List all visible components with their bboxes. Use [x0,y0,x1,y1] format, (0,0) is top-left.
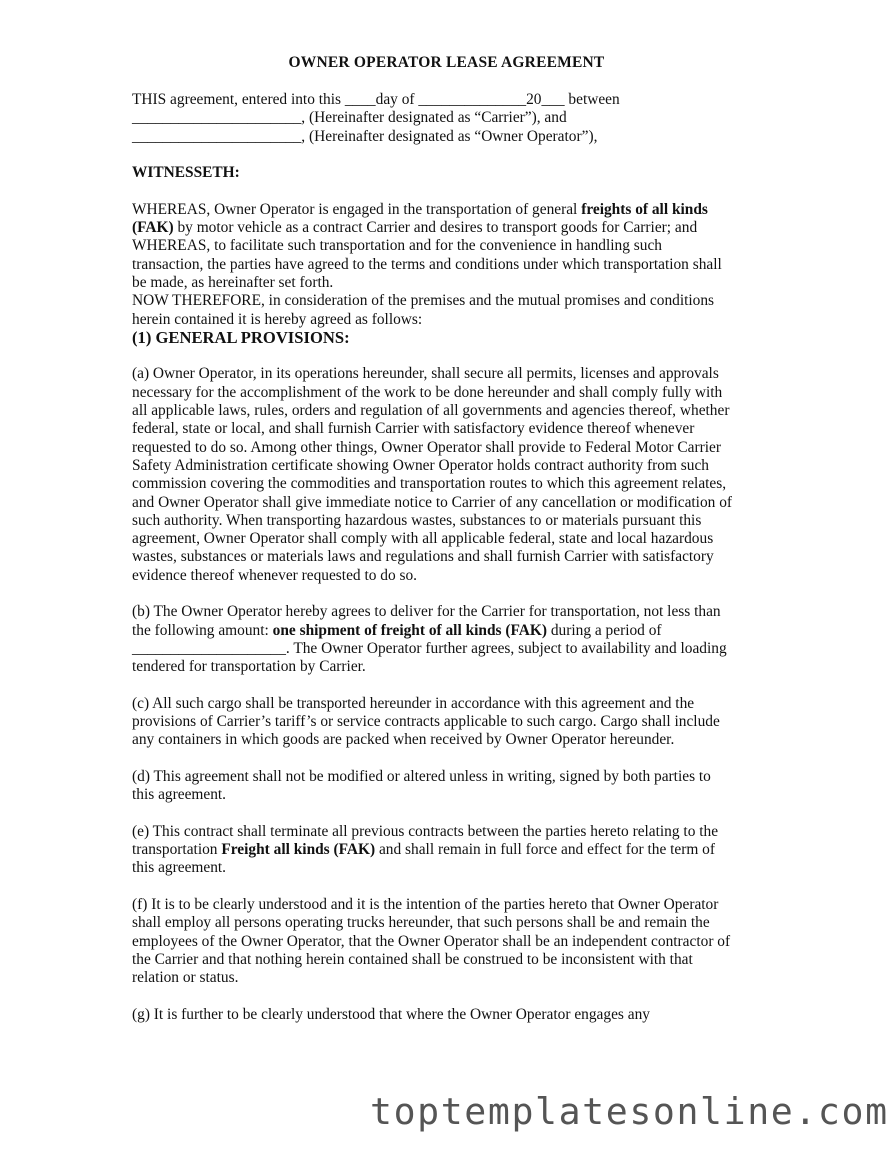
paragraph-line: and Owner Operator shall give immediate notice to Carrier of any cancellation or modification of [132,493,733,511]
paragraph-line: any containers in which goods are packed when received by Owner Operator hereunder. [132,731,675,749]
paragraph-line: Safety Administration certificate showing Owner Operator holds contract authority from such [132,456,709,474]
paragraph-line: the Carrier and that nothing herein contained shall be construed to be inconsistent with that [132,950,693,968]
paragraph-e [132,823,772,878]
now-therefore-line-2: herein contained it is hereby agreed as follows: [132,310,423,328]
intro-line-2: ______________________, (Hereinafter designated as “Carrier”), and [132,109,567,127]
paragraph-line: (a) Owner Operator, in its operations hereunder, shall secure all permits, licenses and approvals [132,365,719,383]
paragraph-line: (d) This agreement shall not be modified or altered unless in writing, signed by both parties to [132,767,711,785]
whereas-line-1: WHEREAS, Owner Operator is engaged in the transportation of general freights of all kinds [132,200,708,218]
paragraph-line: evidence thereof whenever requested to do so. [132,566,418,584]
paragraph-b [132,603,772,676]
paragraph-line: federal, state or local, and shall furnish Carrier with satisfactory evidence thereof whenever [132,420,695,438]
paragraph-line: provisions of Carrier’s tariff’s or service contracts applicable to such cargo. Cargo shall include [132,713,720,731]
intro-line-3: ______________________, (Hereinafter designated as “Owner Operator”), [132,127,598,145]
document-title: OWNER OPERATOR LEASE AGREEMENT [288,54,605,71]
paragraph-line: shall employ all persons operating trucks hereunder, that such persons shall be and remain the [132,914,710,932]
paragraph-line: this agreement. [132,859,227,877]
paragraph-line: ____________________. The Owner Operator further agrees, subject to availability and loading [132,639,727,657]
paragraph-line: employees of the Owner Operator, that the Owner Operator shall be an independent contractor of [132,932,731,950]
watermark: toptemplatesonline.com [370,1090,889,1133]
paragraph-line: requested to do so. Among other things, Owner Operator shall provide to Federal Motor Carrier [132,438,721,456]
whereas-line-4: transaction, the parties have agreed to the terms and conditions under which transportation shall [132,255,722,273]
paragraph-f [132,896,772,987]
whereas-line-5: be made, as hereinafter set forth. [132,273,334,291]
paragraph-a [132,365,772,585]
paragraph-g [132,1006,772,1024]
witnesseth-heading: WITNESSETH: [132,164,240,182]
paragraph-line: wastes, substances or materials laws and regulations and shall furnish Carrier with satisfactory [132,548,714,566]
now-therefore-line-1: NOW THEREFORE, in consideration of the premises and the mutual promises and conditions [132,292,715,310]
paragraph-line: agreement, Owner Operator shall comply with all applicable federal, state and local hazardous [132,530,714,548]
paragraph-line: transportation Freight all kinds (FAK) and shall remain in full force and effect for the term of [132,841,716,859]
paragraph-line: the following amount: one shipment of freight of all kinds (FAK) during a period of [132,621,662,639]
paragraph-line: all applicable laws, rules, orders and regulation of all governments and agencies thereof, whether [132,402,730,420]
paragraph-d [132,768,772,805]
paragraph-line: (f) It is to be clearly understood and it is the intention of the parties hereto that Owner Operator [132,896,719,914]
paragraph-line: such authority. When transporting hazardous wastes, substances to or materials pursuant this [132,511,702,529]
paragraph-line: (b) The Owner Operator hereby agrees to deliver for the Carrier for transportation, not less than [132,603,721,621]
paragraph-line: tendered for transportation by Carrier. [132,658,366,676]
paragraph-line: commission covering the commodities and transportation routes to which this agreement relates, [132,475,727,493]
paragraph-line: (g) It is further to be clearly understood that where the Owner Operator engages any [132,1005,650,1023]
paragraph-line: necessary for the accomplishment of the work to be done hereunder and shall comply fully with [132,383,723,401]
paragraph-line: (e) This contract shall terminate all previous contracts between the parties hereto relating to the [132,822,719,840]
intro-line-1: THIS agreement, entered into this ____day of ______________20___ between [132,91,620,108]
whereas-line-3: WHEREAS, to facilitate such transportation and for the convenience in handling such [132,237,662,255]
document-body [132,91,772,1024]
section-1-heading: (1) GENERAL PROVISIONS: [132,327,350,347]
paragraph-line: this agreement. [132,786,227,804]
whereas-line-2: (FAK) by motor vehicle as a contract Carrier and desires to transport goods for Carrier; and [132,219,698,237]
paragraph-line: (c) All such cargo shall be transported hereunder in accordance with this agreement and the [132,694,695,712]
paragraph-c [132,695,772,750]
paragraph-line: relation or status. [132,969,239,987]
